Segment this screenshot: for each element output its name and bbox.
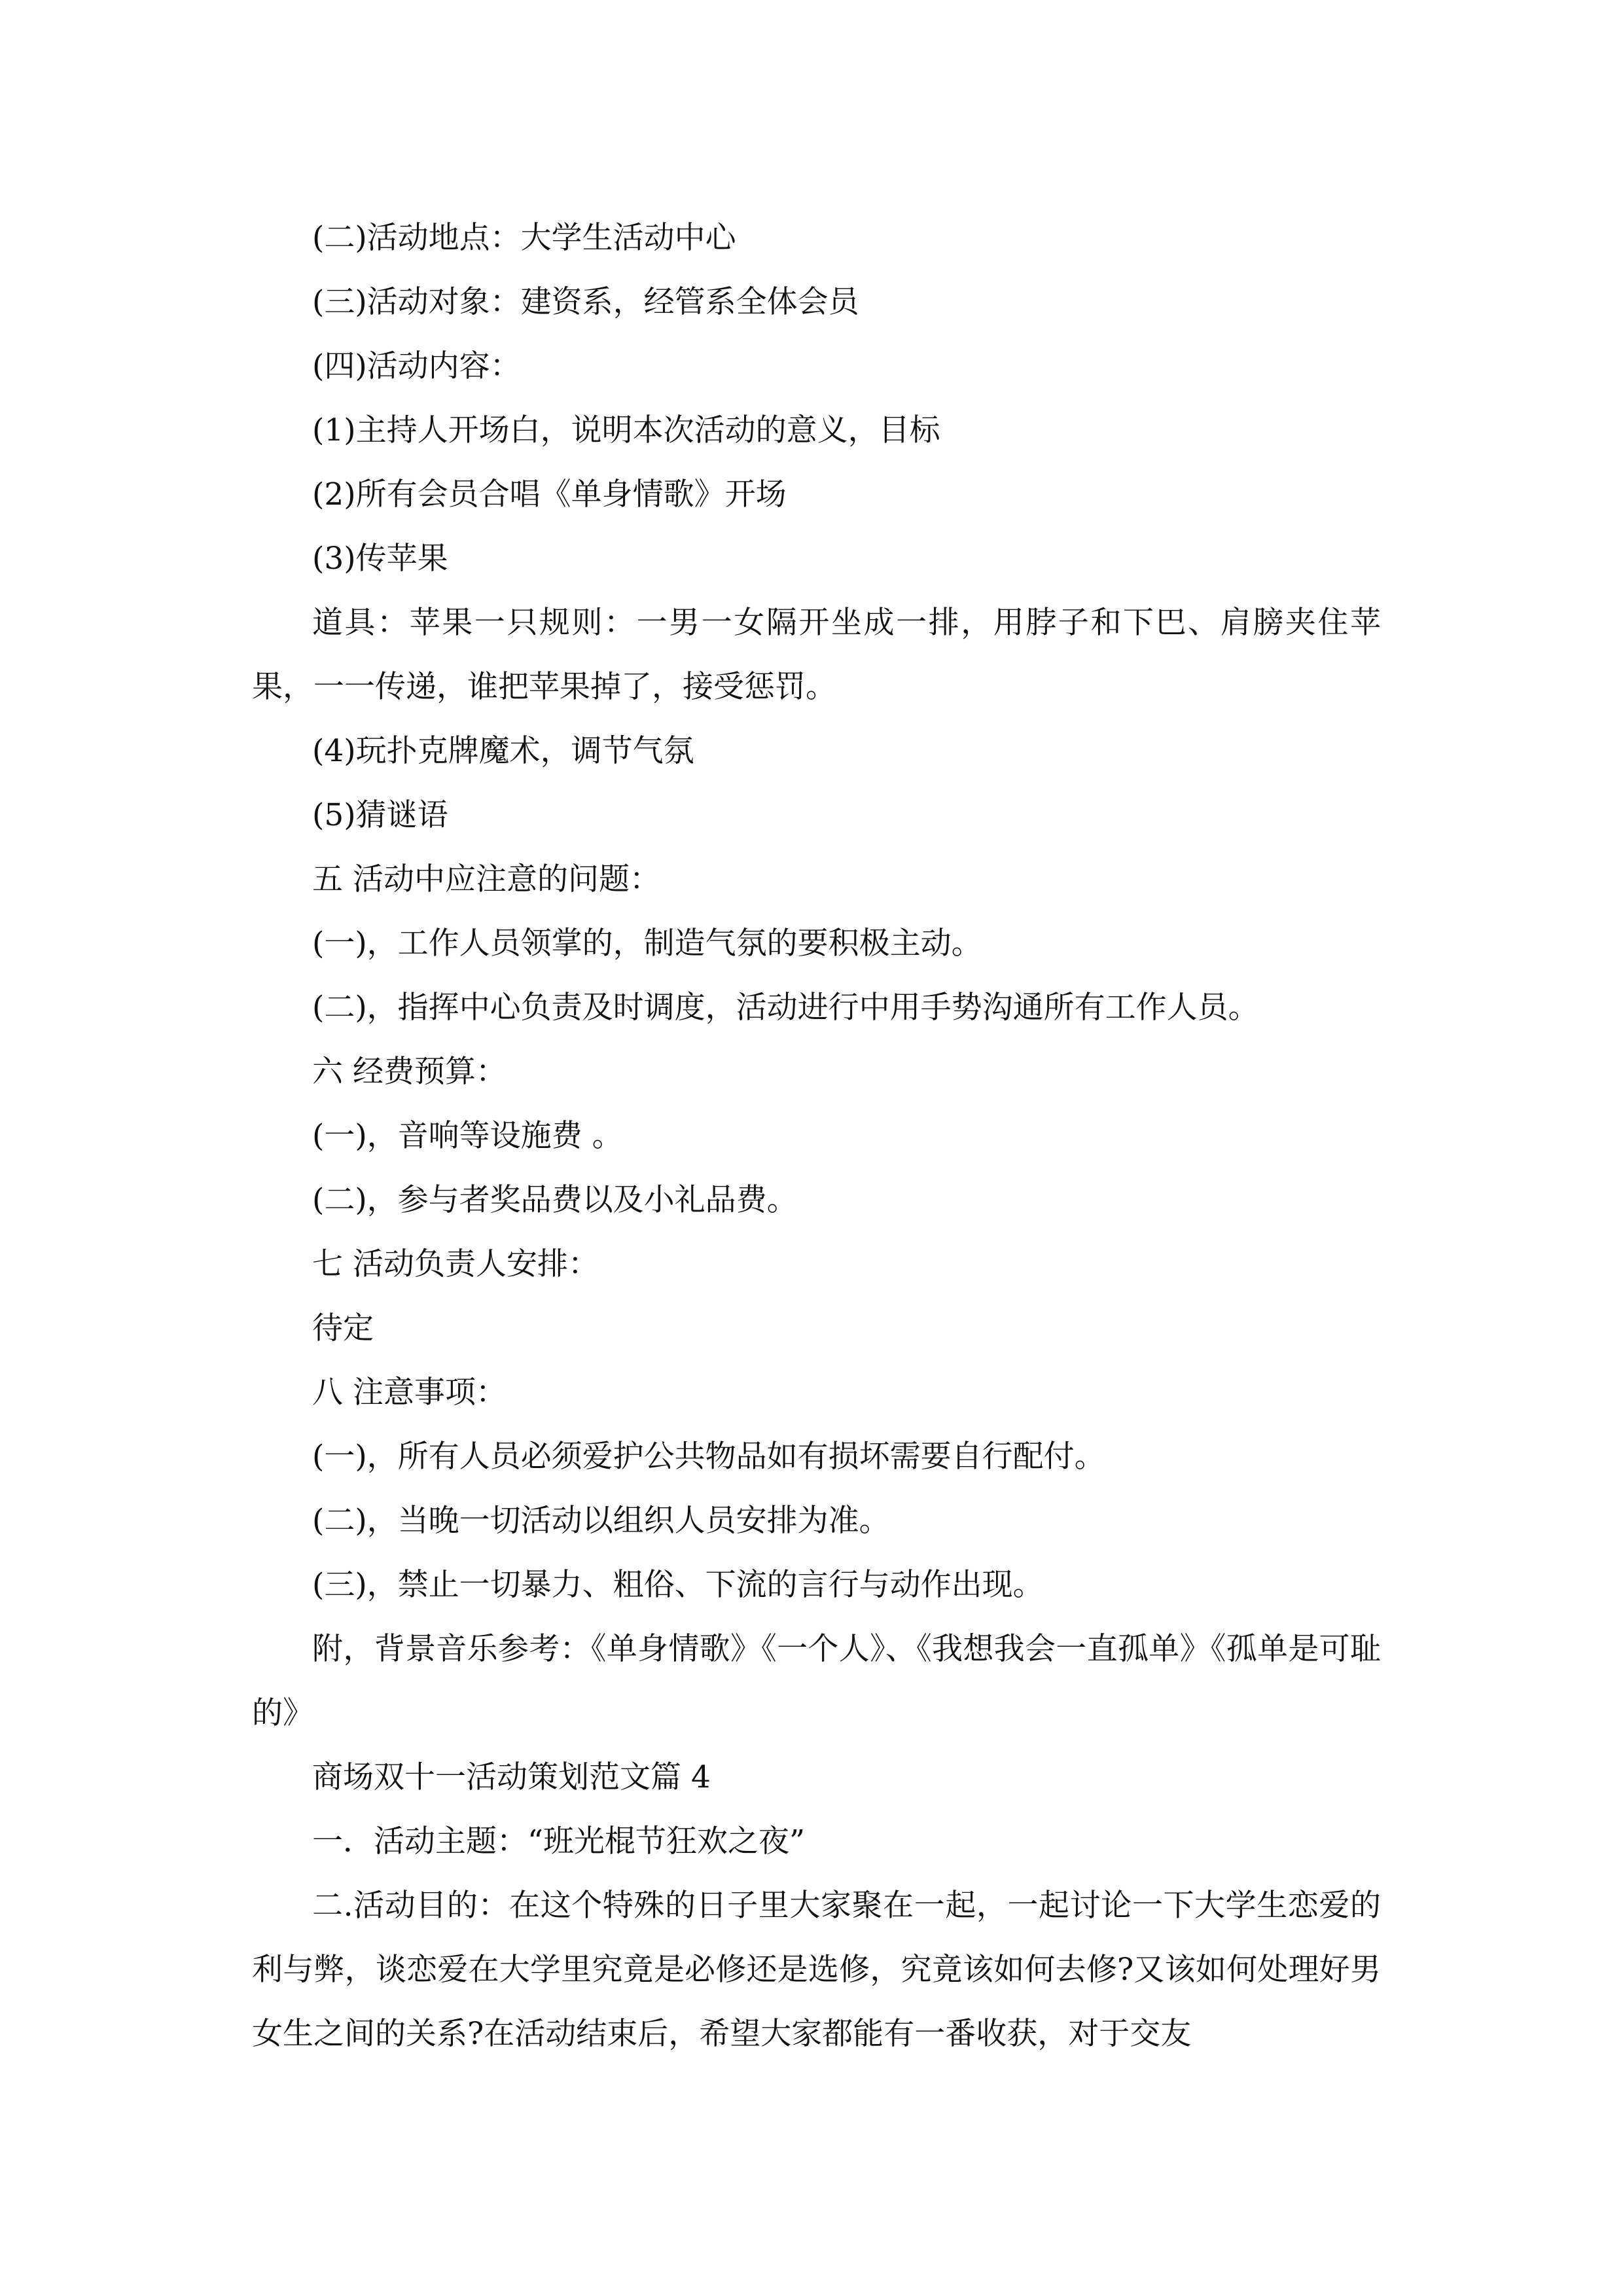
section-heading: 五 活动中应注意的问题： [312,861,660,897]
article-title: 商场双十一活动策划范文篇 4 [312,1759,711,1795]
section-heading: 六 经费预算： [312,1054,507,1090]
paragraph: 一．活动主题：“班光棍节狂欢之夜” [312,1823,806,1859]
paragraph: (3)传苹果 [312,541,448,577]
paragraph: (4)玩扑克牌魔术，调节气氛 [312,733,694,769]
paragraph: (一)，所有人员必须爱护公共物品如有损坏需要自行配付。 [312,1439,1105,1475]
section-heading: 七 活动负责人安排： [312,1246,599,1282]
paragraph: (二)活动地点：大学生活动中心 [312,220,736,256]
paragraph: 道具：苹果一只规则：一男一女隔开坐成一排，用脖子和下巴、肩膀夹住苹果，一一传递，谁把苹果掉了，接受惩罚。 [252,605,1381,705]
paragraph: 附，背景音乐参考：《单身情歌》《一个人》、《我想我会一直孤单》《孤单是可耻的》 [252,1631,1381,1731]
paragraph: (1)主持人开场白，说明本次活动的意义，目标 [312,412,940,448]
paragraph: (四)活动内容： [312,348,521,384]
paragraph: (三)活动对象：建资系，经管系全体会员 [312,284,859,320]
paragraph: (二)，参与者奖品费以及小礼品费。 [312,1182,798,1218]
paragraph: (2)所有会员合唱《单身情歌》开场 [312,476,787,512]
paragraph: 二.活动目的：在这个特殊的日子里大家聚在一起，一起讨论一下大学生恋爱的利与弊，谈恋爱在大学里究竟是必修还是选修，究竟该如何去修?又该如何处理好男女生之间的关系?在活动结束后，希望大家都能有一番收获，对于交友 [252,1888,1381,2052]
paragraph: (一)，工作人员领掌的，制造气氛的要积极主动。 [312,925,982,961]
paragraph: (三)，禁止一切暴力、粗俗、下流的言行与动作出现。 [312,1567,1044,1603]
paragraph: (二)，指挥中心负责及时调度，活动进行中用手势沟通所有工作人员。 [312,990,1259,1026]
paragraph: (二)，当晚一切活动以组织人员安排为准。 [312,1503,890,1539]
paragraph: (5)猜谜语 [312,797,448,833]
paragraph: 待定 [312,1310,374,1346]
section-heading: 八 注意事项： [312,1374,507,1410]
paragraph: (一)，音响等设施费 。 [312,1118,623,1154]
document-body [252,206,1381,2066]
